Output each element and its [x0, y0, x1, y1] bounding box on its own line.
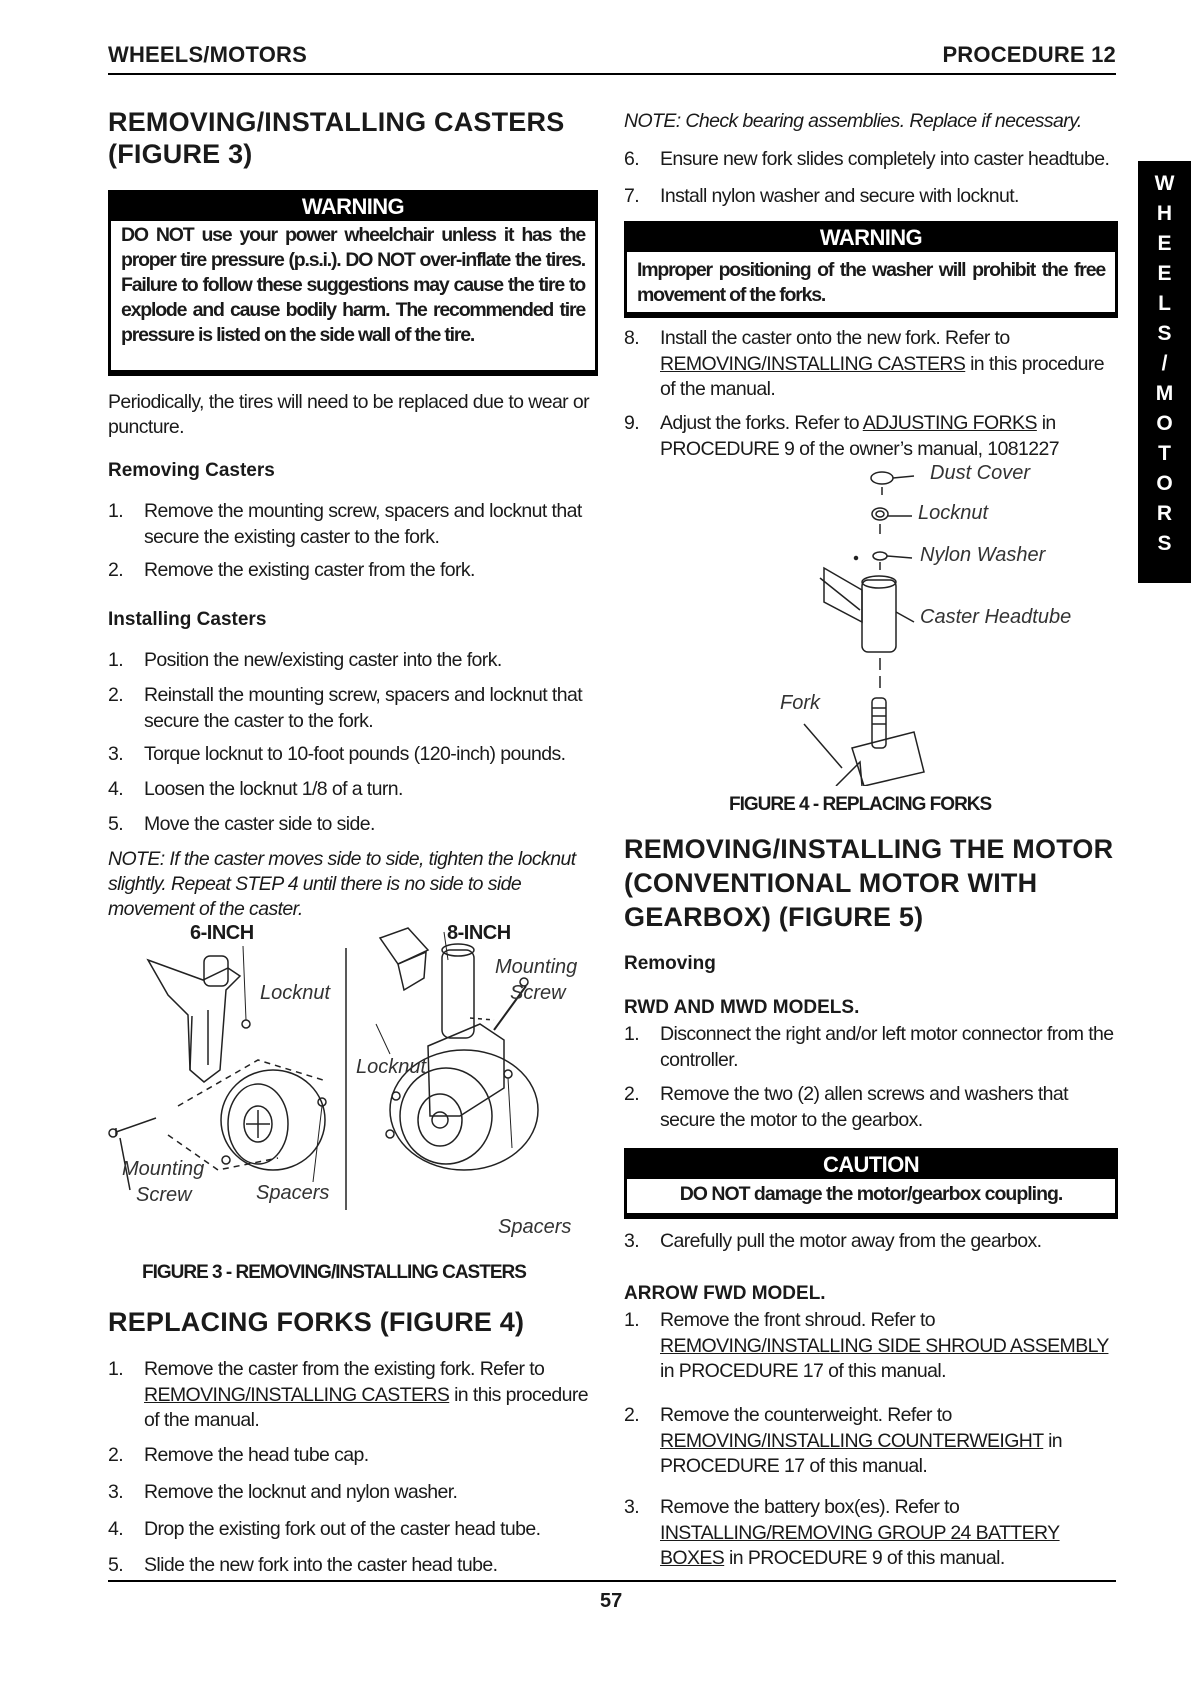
list-item: 7. Install nylon washer and secure with locknut.: [624, 185, 1019, 207]
tire-pressure-warning: [108, 190, 598, 376]
installing-casters-heading: Installing Casters: [108, 609, 267, 630]
removing-heading: Removing: [624, 953, 716, 974]
motor-heading: REMOVING/INSTALLING THE MOTOR (CONVENTIONAL MOTOR WITH GEARBOX) (FIGURE 5): [624, 834, 1114, 932]
figure-4: [624, 462, 1118, 786]
list-item: 2. Remove the counterweight. Refer to REMOVING/INSTALLING COUNTERWEIGHT in PROCEDURE 17 of this manual.: [624, 1404, 1063, 1477]
list-item: 3. Torque locknut to 10-foot pounds (120-inch) pounds.: [108, 743, 566, 765]
page-number: 57: [600, 1590, 623, 1612]
list-item: 4. Drop the existing fork out of the caster head tube.: [108, 1518, 541, 1540]
list-item: 2. Reinstall the mounting screw, spacers and locknut that secure the caster to the fork.: [108, 684, 583, 732]
six-inch-label: 6-INCH: [190, 922, 254, 944]
battery-boxes-link[interactable]: INSTALLING/REMOVING GROUP 24 BATTERY BOXES: [660, 1521, 1060, 1569]
tab-letter: O: [1156, 472, 1173, 495]
removing-casters-heading: Removing Casters: [108, 460, 275, 481]
caution-title: CAUTION: [822, 1152, 919, 1177]
warning-title: WARNING: [819, 225, 923, 250]
replacing-forks-heading: REPLACING FORKS (FIGURE 4): [108, 1307, 525, 1337]
caster-movement-note: NOTE: If the caster moves side to side, tighten the locknut slightly. Repeat STEP 4 until there is no side to side movement of the caster.: [108, 848, 576, 920]
list-item: 2. Remove the existing caster from the fork.: [108, 559, 475, 581]
tab-letter: M: [1155, 382, 1174, 405]
locknut-label: Locknut: [356, 1056, 427, 1078]
warning-body: DO NOT use your power wheelchair unless it has the proper tire pressure (p.s.i.). DO NOT over-inflate the tires. Failure to follow these suggestions may cause the tire to explode and cause bodily harm. The recommended tire pressure is listed on the side wall of the tire.: [111, 221, 595, 370]
spacers-label: Spacers: [256, 1182, 330, 1204]
tab-letter: E: [1157, 232, 1172, 255]
figure-3-caption: FIGURE 3 - REMOVING/INSTALLING CASTERS: [142, 1262, 526, 1283]
locknut-label: Locknut: [918, 502, 989, 524]
coupling-caution: [624, 1148, 1118, 1219]
figure-4-caption: FIGURE 4 - REPLACING FORKS: [729, 794, 992, 815]
list-item: 3. Remove the battery box(es). Refer to INSTALLING/REMOVING GROUP 24 BATTERY BOXES in PROCEDURE 9 of this manual.: [624, 1496, 1060, 1569]
tab-letter: L: [1158, 292, 1171, 315]
removing-installing-casters-link[interactable]: REMOVING/INSTALLING CASTERS: [660, 352, 966, 375]
list-item: 1. Remove the caster from the existing fork. Refer to REMOVING/INSTALLING CASTERS in this procedure of the manual.: [108, 1358, 589, 1431]
counterweight-link[interactable]: REMOVING/INSTALLING COUNTERWEIGHT: [660, 1429, 1044, 1452]
tab-letter: T: [1158, 442, 1171, 465]
list-item: 1. Remove the mounting screw, spacers and locknut that secure the existing caster to the fork.: [108, 500, 582, 548]
list-item: 1. Remove the front shroud. Refer to REMOVING/INSTALLING SIDE SHROUD ASSEMBLY in PROCEDURE 17 of this manual.: [624, 1309, 1109, 1382]
tab-letter: R: [1156, 502, 1173, 525]
rwd-mwd-heading: RWD AND MWD MODELS.: [624, 997, 860, 1018]
nylon-washer-label: Nylon Washer: [920, 544, 1046, 566]
mounting-screw-label: Screw: [136, 1184, 192, 1206]
list-item: 1. Disconnect the right and/or left motor connector from the controller.: [624, 1023, 1114, 1071]
list-item: 8. Install the caster onto the new fork. Refer to REMOVING/INSTALLING CASTERS in this procedure of the manual.: [624, 327, 1105, 400]
list-item: 1. Position the new/existing caster into the fork.: [108, 649, 502, 671]
caution-body: DO NOT damage the motor/gearbox coupling.: [627, 1179, 1115, 1213]
side-shroud-link[interactable]: REMOVING/INSTALLING SIDE SHROUD ASSEMBLY: [660, 1334, 1109, 1357]
list-item: 3. Carefully pull the motor away from the gearbox.: [624, 1230, 1042, 1252]
warning-body: Improper positioning of the washer will prohibit the free movement of the forks.: [627, 252, 1115, 312]
eight-inch-label: 8-INCH: [447, 922, 511, 944]
tab-letter: /: [1161, 352, 1168, 375]
mounting-screw-label: Mounting: [495, 956, 578, 978]
removing-installing-casters-link[interactable]: REMOVING/INSTALLING CASTERS: [144, 1383, 450, 1406]
mounting-screw-label: Screw: [510, 982, 566, 1004]
section-side-tab: [1138, 161, 1191, 583]
warning-title: WARNING: [301, 194, 405, 219]
header-rule: [108, 73, 1116, 75]
header-procedure-number: PROCEDURE 12: [942, 42, 1116, 67]
list-item: 2. Remove the head tube cap.: [108, 1444, 369, 1466]
locknut-label: Locknut: [260, 982, 331, 1004]
tab-letter: S: [1157, 322, 1172, 345]
tab-letter: O: [1156, 412, 1173, 435]
mounting-screw-label: Mounting: [122, 1158, 205, 1180]
header-section-title: WHEELS/MOTORS: [108, 42, 307, 67]
list-item: 9. Adjust the forks. Refer to ADJUSTING FORKS in PROCEDURE 9 of the owner’s manual, 1081227: [624, 412, 1059, 460]
list-item: 3. Remove the locknut and nylon washer.: [108, 1481, 458, 1503]
footer-rule: [108, 1580, 1116, 1582]
caster-headtube-label: Caster Headtube: [920, 606, 1072, 628]
list-item: 2. Remove the two (2) allen screws and washers that secure the motor to the gearbox.: [624, 1083, 1068, 1131]
bearing-note: NOTE: Check bearing assemblies. Replace if necessary.: [624, 110, 1082, 132]
list-item: 5. Move the caster side to side.: [108, 813, 375, 835]
tire-intro-paragraph: Periodically, the tires will need to be replaced due to wear or puncture.: [108, 391, 590, 438]
adjusting-forks-link[interactable]: ADJUSTING FORKS: [862, 412, 1037, 434]
washer-warning: [624, 221, 1118, 318]
tab-letter: H: [1156, 202, 1173, 225]
spacers-label: Spacers: [498, 1216, 572, 1238]
dust-cover-label: Dust Cover: [930, 462, 1031, 484]
casters-heading: REMOVING/INSTALLING CASTERS (FIGURE 3): [108, 107, 565, 169]
fork-label: Fork: [780, 692, 820, 714]
tab-letter: S: [1157, 532, 1172, 555]
tab-letter: W: [1154, 172, 1175, 195]
list-item: 4. Loosen the locknut 1/8 of a turn.: [108, 778, 403, 800]
list-item: 5. Slide the new fork into the caster head tube.: [108, 1554, 498, 1576]
arrow-fwd-heading: ARROW FWD MODEL.: [624, 1283, 826, 1304]
tab-letter: E: [1157, 262, 1172, 285]
figure-3: [108, 920, 603, 1250]
list-item: 6. Ensure new fork slides completely into caster headtube.: [624, 148, 1110, 170]
